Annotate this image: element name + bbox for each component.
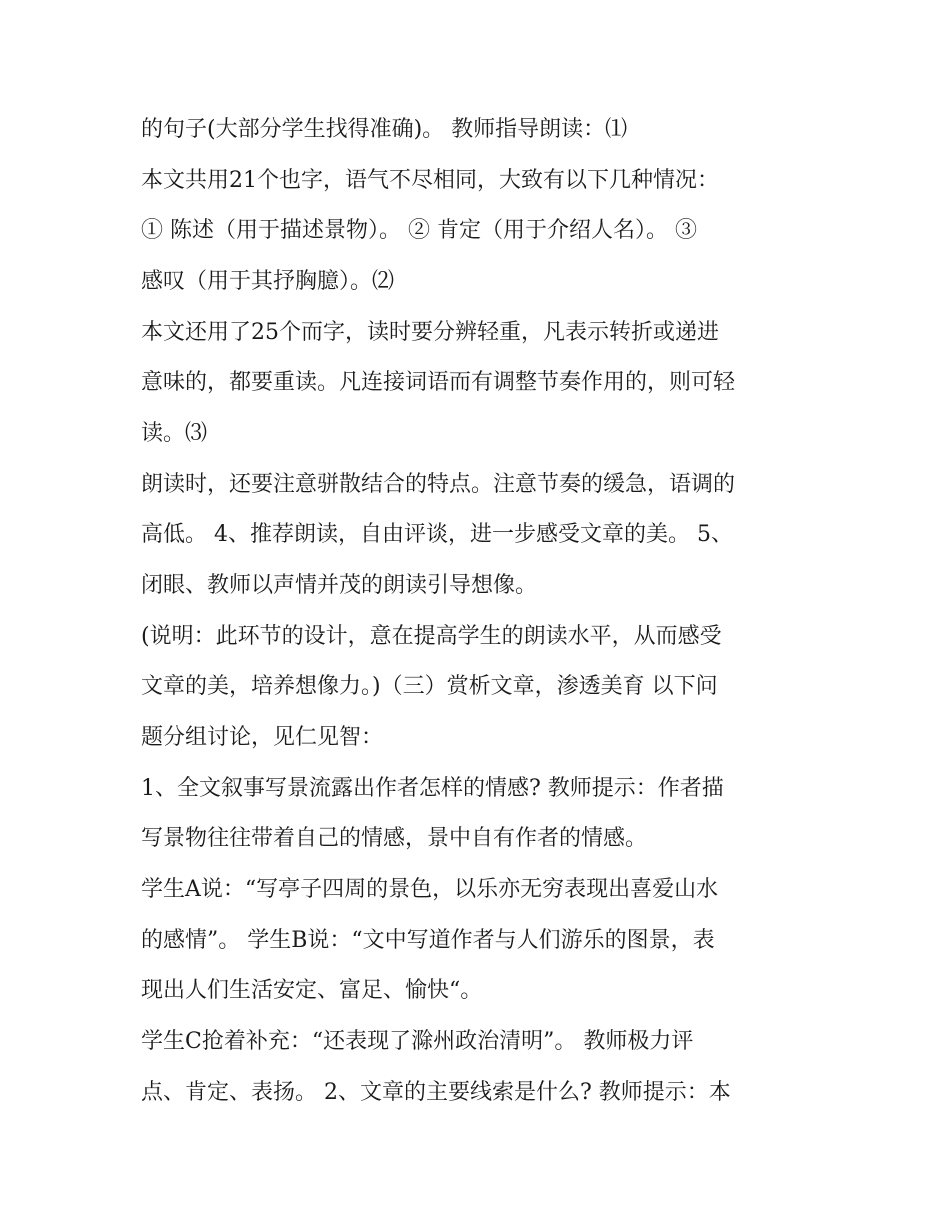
- text-line: 文章的美，培养想像力。)（三）赏析文章，渗透美育 以下问: [141, 674, 718, 699]
- text-line: 的感情”。 学生B说：“文中写道作者与人们游乐的图景，表: [141, 928, 715, 953]
- text-line: 点、肯定、表扬。 2、文章的主要线索是什么? 教师提示：本: [141, 1080, 731, 1105]
- text-line: 读。⑶: [141, 421, 208, 446]
- text-line: 学生C抢着补充：“还表现了滁州政治清明”。 教师极力评: [141, 1029, 694, 1054]
- text-line: 本文还用了25个而字，读时要分辨轻重，凡表示转折或递进: [141, 320, 719, 345]
- text-line: 1、全文叙事写景流露出作者怎样的情感? 教师提示：作者描: [141, 776, 724, 801]
- text-line: 学生A说：“写亭子四周的景色，以乐亦无穷表现出喜爱山水: [141, 877, 719, 902]
- text-line: 朗读时，还要注意骈散结合的特点。注意节奏的缓急，语调的: [141, 472, 736, 497]
- text-line: 感叹（用于其抒胸臆）。⑵: [141, 269, 395, 294]
- text-line: 的句子(大部分学生找得准确)。 教师指导朗读：⑴: [141, 117, 628, 142]
- text-line: 闭眼、教师以声情并茂的朗读引导想像。: [141, 573, 538, 598]
- text-line: ① 陈述（用于描述景物）。 ② 肯定（用于介绍人名）。 ③: [141, 218, 697, 243]
- text-line: 写景物往往带着自己的情感，景中自有作者的情感。: [141, 826, 648, 851]
- text-line: 高低。 4、推荐朗读，自由评谈，进一步感受文章的美。 5、: [141, 522, 733, 547]
- text-line: 题分组讨论，见仁见智：: [141, 725, 384, 750]
- text-line: 现出人们生活安定、富足、愉快“。: [141, 978, 483, 1003]
- text-line: 意味的，都要重读。凡连接词语而有调整节奏作用的，则可轻: [141, 370, 736, 395]
- text-line: 本文共用21个也字，语气不尽相同，大致有以下几种情况：: [141, 168, 719, 193]
- text-line: (说明：此环节的设计，意在提高学生的朗读水平，从而感受: [141, 624, 722, 649]
